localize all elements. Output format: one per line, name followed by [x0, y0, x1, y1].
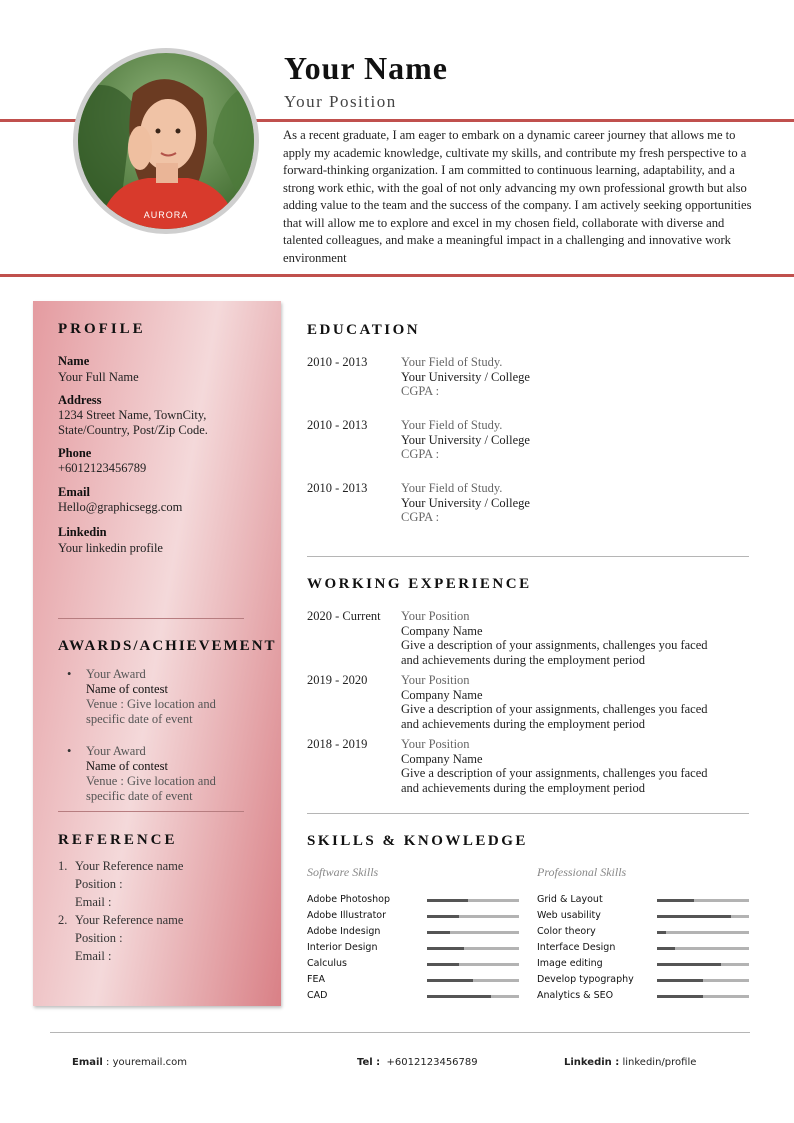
skill-name: Image editing — [537, 958, 603, 969]
education-date: 2010 - 2013 — [307, 481, 368, 495]
experience-date: 2018 - 2019 — [307, 737, 368, 751]
skill-row — [537, 894, 749, 908]
skill-row — [307, 990, 519, 1004]
education-field: Your Field of Study. — [401, 418, 503, 432]
education-cgpa: CGPA : — [401, 447, 440, 461]
profile-email-value: Hello@graphicsegg.com — [58, 500, 183, 514]
skill-level-fill — [427, 899, 468, 902]
skill-level-fill — [657, 931, 666, 934]
reference-name: Your Reference name — [75, 913, 184, 927]
reference-heading: REFERENCE — [58, 832, 178, 848]
skill-row — [537, 974, 749, 988]
footer-linkedin — [564, 1057, 696, 1068]
experience-company: Company Name — [401, 751, 483, 766]
experience-company: Company Name — [401, 623, 483, 638]
skill-row — [537, 990, 749, 1004]
skill-level-fill — [657, 947, 675, 950]
profile-name-label: Name — [58, 354, 90, 368]
skill-level-fill — [657, 915, 731, 918]
footer-linkedin-label: Linkedin : — [564, 1057, 620, 1068]
reference-number: 1. — [58, 859, 68, 873]
skill-level-track — [427, 963, 519, 966]
experience-description: Give a description of your assignments, challenges you faced — [401, 766, 708, 780]
skill-row — [307, 926, 519, 940]
skill-row — [307, 894, 519, 908]
awards-heading: AWARDS/ACHIEVEMENT — [58, 638, 277, 654]
profile-address-line2: State/Country, Post/Zip Code. — [58, 423, 208, 437]
skill-row — [307, 910, 519, 924]
profile-phone-value: +6012123456789 — [58, 461, 147, 475]
education-school: Your University / College — [401, 369, 530, 384]
sidebar-divider — [58, 618, 244, 619]
photo-caption: AURORA — [143, 210, 189, 220]
section-divider — [307, 556, 749, 557]
reference-position: Position : — [75, 877, 123, 891]
skill-row — [537, 958, 749, 972]
skill-name: Interior Design — [307, 942, 378, 953]
award-contest: Name of contest — [86, 682, 168, 696]
skill-level-fill — [427, 963, 459, 966]
skill-row — [537, 926, 749, 940]
skill-name: Adobe Indesign — [307, 926, 381, 937]
skill-level-track — [657, 915, 749, 918]
skill-level-track — [657, 931, 749, 934]
footer-email: Email : youremail.com — [72, 1057, 187, 1068]
skill-name: Interface Design — [537, 942, 616, 953]
footer-tel-label: Tel : — [357, 1057, 381, 1068]
skill-name: Calculus — [307, 958, 347, 969]
skill-level-fill — [427, 947, 464, 950]
skill-level-fill — [657, 979, 703, 982]
sidebar-divider — [58, 811, 244, 812]
profile-linkedin-label: Linkedin — [58, 525, 107, 539]
skill-row — [307, 958, 519, 972]
award-venue-date: specific date of event — [86, 712, 193, 726]
footer-tel-value: +6012123456789 — [386, 1057, 478, 1068]
skill-name: CAD — [307, 990, 328, 1001]
skill-name: Grid & Layout — [537, 894, 603, 905]
profile-email-label: Email — [58, 485, 90, 499]
education-heading: EDUCATION — [307, 322, 421, 338]
experience-company: Company Name — [401, 687, 483, 702]
experience-date: 2019 - 2020 — [307, 673, 368, 687]
career-summary: As a recent graduate, I am eager to embark on a dynamic career journey that allows me to apply my academic knowledge, cultivate my skills, and contribute my fresh perspective to a forward-thinking organization. I am committed to continuous learning, adaptability, and a strong work ethic, with the goal of not only advancing my own professional growth but also adding value to the team and the success of the company. I am actively seeking opportunities that will allow me to explore and excel in my chosen field, collaborate with diverse and talented colleagues, and make a meaningful impact in a challenging and innovative work environment — [283, 128, 752, 265]
education-field: Your Field of Study. — [401, 481, 503, 495]
profile-address-line1: 1234 Street Name, TownCity, — [58, 408, 207, 422]
skill-level-track — [657, 963, 749, 966]
reference-number: 2. — [58, 913, 68, 927]
skill-name: Adobe Photoshop — [307, 894, 390, 905]
skill-level-fill — [657, 995, 703, 998]
reference-email: Email : — [75, 895, 112, 909]
award-venue: Venue : Give location and — [86, 774, 216, 788]
award-title: Your Award — [86, 667, 146, 681]
section-divider — [307, 813, 749, 814]
portrait-image — [78, 53, 254, 229]
skill-level-fill — [427, 915, 459, 918]
skill-level-track — [427, 947, 519, 950]
reference-email: Email : — [75, 949, 112, 963]
skills-heading: SKILLS & KNOWLEDGE — [307, 833, 528, 849]
skill-level-track — [427, 995, 519, 998]
sidebar — [33, 301, 281, 1006]
profile-address-label: Address — [58, 393, 102, 407]
skill-level-track — [657, 995, 749, 998]
award-title: Your Award — [86, 744, 146, 758]
profile-phone-label: Phone — [58, 446, 92, 460]
experience-position: Your Position — [401, 609, 470, 623]
skill-row — [307, 974, 519, 988]
skill-level-fill — [427, 995, 491, 998]
experience-position: Your Position — [401, 673, 470, 687]
education-cgpa: CGPA : — [401, 384, 440, 398]
candidate-name: Your Name — [284, 50, 448, 86]
skill-level-track — [657, 947, 749, 950]
reference-name: Your Reference name — [75, 859, 184, 873]
award-item — [67, 744, 216, 804]
experience-description: Give a description of your assignments, challenges you faced — [401, 702, 708, 716]
footer-email-value: youremail.com — [112, 1057, 187, 1068]
skill-row — [537, 942, 749, 956]
experience-position: Your Position — [401, 737, 470, 751]
skill-row — [307, 942, 519, 956]
skill-level-fill — [657, 963, 721, 966]
reference-item — [58, 911, 183, 965]
education-school: Your University / College — [401, 432, 530, 447]
profile-linkedin-value: Your linkedin profile — [58, 541, 163, 555]
award-venue-date: specific date of event — [86, 789, 193, 803]
candidate-position: Your Position — [284, 92, 397, 111]
skill-level-fill — [657, 899, 694, 902]
skill-name: Color theory — [537, 926, 596, 937]
skill-level-track — [427, 979, 519, 982]
profile-photo — [73, 48, 259, 234]
education-date: 2010 - 2013 — [307, 418, 368, 432]
award-venue: Venue : Give location and — [86, 697, 216, 711]
bullet-icon: • — [67, 667, 72, 681]
skill-level-fill — [427, 931, 450, 934]
footer-tel — [357, 1057, 478, 1068]
education-school: Your University / College — [401, 495, 530, 510]
footer-email-label: Email — [72, 1057, 103, 1068]
experience-heading: WORKING EXPERIENCE — [307, 576, 532, 592]
skill-level-track — [427, 931, 519, 934]
award-contest: Name of contest — [86, 759, 168, 773]
footer-divider — [50, 1032, 750, 1033]
skill-name: FEA — [307, 974, 325, 985]
experience-description-cont: and achievements during the employment period — [401, 716, 646, 731]
education-cgpa: CGPA : — [401, 510, 440, 524]
education-date: 2010 - 2013 — [307, 355, 368, 369]
header-bottom-rule — [0, 274, 794, 277]
award-item — [67, 667, 216, 727]
experience-description-cont: and achievements during the employment period — [401, 652, 646, 667]
education-field: Your Field of Study. — [401, 355, 503, 369]
experience-date: 2020 - Current — [307, 609, 381, 623]
reference-item — [58, 857, 183, 911]
bullet-icon: • — [67, 744, 72, 758]
software-skills-title: Software Skills — [307, 865, 379, 879]
profile-heading: PROFILE — [58, 321, 146, 337]
skill-level-track — [657, 899, 749, 902]
skill-name: Web usability — [537, 910, 601, 921]
skill-level-track — [427, 915, 519, 918]
experience-description-cont: and achievements during the employment period — [401, 780, 646, 795]
reference-position: Position : — [75, 931, 123, 945]
experience-description: Give a description of your assignments, challenges you faced — [401, 638, 708, 652]
skill-row — [537, 910, 749, 924]
skill-name: Adobe Illustrator — [307, 910, 387, 921]
skill-level-track — [427, 899, 519, 902]
skill-name: Develop typography — [537, 974, 634, 985]
profile-name-value: Your Full Name — [58, 370, 139, 384]
skill-name: Analytics & SEO — [537, 990, 614, 1001]
professional-skills-title: Professional Skills — [537, 865, 627, 879]
skill-level-fill — [427, 979, 473, 982]
skill-level-track — [657, 979, 749, 982]
footer-linkedin-value: linkedin/profile — [622, 1057, 697, 1068]
